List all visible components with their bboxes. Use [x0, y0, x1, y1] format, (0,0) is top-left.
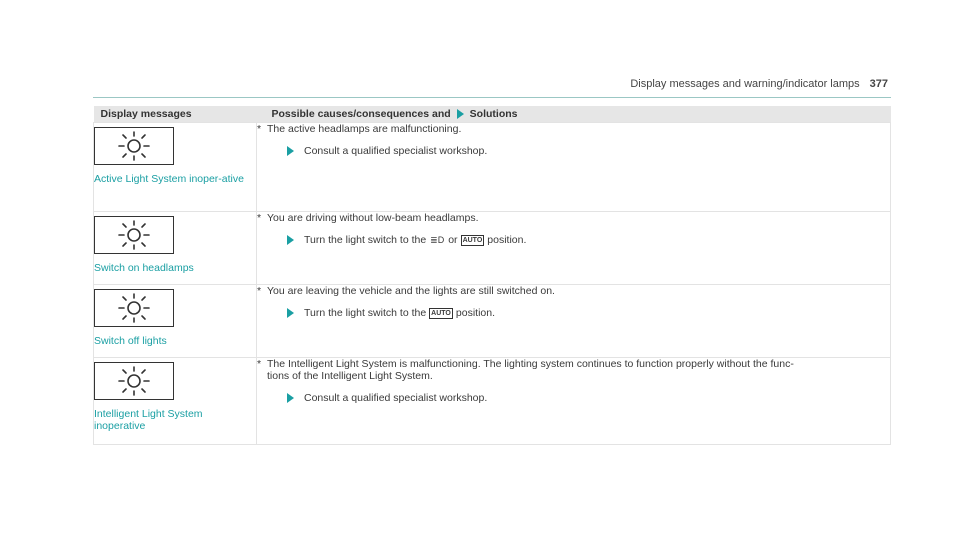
- arrow-icon: [457, 109, 464, 119]
- solution-suffix: position.: [487, 234, 527, 246]
- solution-text: Turn the light switch to the: [304, 307, 427, 319]
- message-cell: [94, 212, 257, 285]
- cause-cell: [257, 123, 891, 212]
- cause-text: You are leaving the vehicle and the lights are still switched on.: [267, 285, 555, 297]
- arrow-icon: [287, 235, 294, 245]
- light-malfunction-icon: [94, 362, 174, 400]
- auto-icon: AUTO: [462, 236, 483, 244]
- light-malfunction-icon: [94, 289, 174, 327]
- cause-item: * The Intelligent Light System is malfunctioning. The lighting system continues to function properly without the func- tions of the Intelligent Light System.: [257, 358, 794, 382]
- message-label: Active Light System inoper-ative: [94, 173, 244, 185]
- cause-text: The Intelligent Light System is malfunctioning. The lighting system continues to function properly without the func-: [267, 358, 794, 370]
- solution-text: Turn the light switch to the: [304, 234, 427, 246]
- solution-or: or: [448, 234, 458, 246]
- light-malfunction-icon: [94, 127, 174, 165]
- table-row: [94, 358, 891, 445]
- cause-cell: [257, 212, 891, 285]
- cause-text-cont: tions of the Intelligent Light System.: [267, 370, 433, 382]
- message-label: Switch on headlamps: [94, 262, 194, 274]
- cause-cell: [257, 358, 891, 445]
- solution-item: [257, 145, 890, 157]
- solution-text: Consult a qualified specialist workshop.: [304, 145, 488, 157]
- section-title: Display messages and warning/indicator lamps: [630, 78, 860, 90]
- cause-item: * You are driving without low-beam headlamps.: [257, 212, 479, 224]
- solution-text: Consult a qualified specialist workshop.: [304, 392, 488, 404]
- cause-text: You are driving without low-beam headlamps.: [267, 212, 479, 224]
- solution-item: [257, 234, 890, 246]
- solution-suffix: position.: [455, 307, 495, 319]
- arrow-icon: [287, 146, 294, 156]
- table-row: [94, 123, 891, 212]
- light-malfunction-icon: [94, 216, 174, 254]
- col-header-solutions: Solutions: [469, 108, 518, 120]
- page-number: 377: [869, 78, 888, 90]
- message-cell: [94, 358, 257, 445]
- cause-item: * You are leaving the vehicle and the lights are still switched on.: [257, 285, 555, 297]
- table-header-row: [94, 106, 891, 123]
- table-row: [94, 285, 891, 358]
- solution-item: [257, 307, 890, 319]
- display-messages-table: [93, 106, 891, 445]
- message-cell: [94, 285, 257, 358]
- header-rule: [93, 97, 891, 98]
- cause-item: * The active headlamps are malfunctioning.: [257, 123, 462, 135]
- col-header-causes: Possible causes/consequences and: [271, 108, 451, 120]
- table-row: [94, 212, 891, 285]
- solution-item: [257, 392, 890, 404]
- message-label: Intelligent Light System inoperative: [94, 408, 203, 432]
- col-header-causes-solutions: [257, 106, 891, 123]
- auto-icon: AUTO: [431, 309, 451, 317]
- low-beam-icon: ≣D: [430, 234, 445, 245]
- cause-cell: [257, 285, 891, 358]
- col-header-display-messages: Display messages: [94, 106, 257, 123]
- cause-text: The active headlamps are malfunctioning.: [267, 123, 462, 135]
- page-header: [630, 78, 888, 90]
- arrow-icon: [287, 308, 294, 318]
- message-label: Switch off lights: [94, 335, 167, 347]
- arrow-icon: [287, 393, 294, 403]
- message-cell: [94, 123, 257, 212]
